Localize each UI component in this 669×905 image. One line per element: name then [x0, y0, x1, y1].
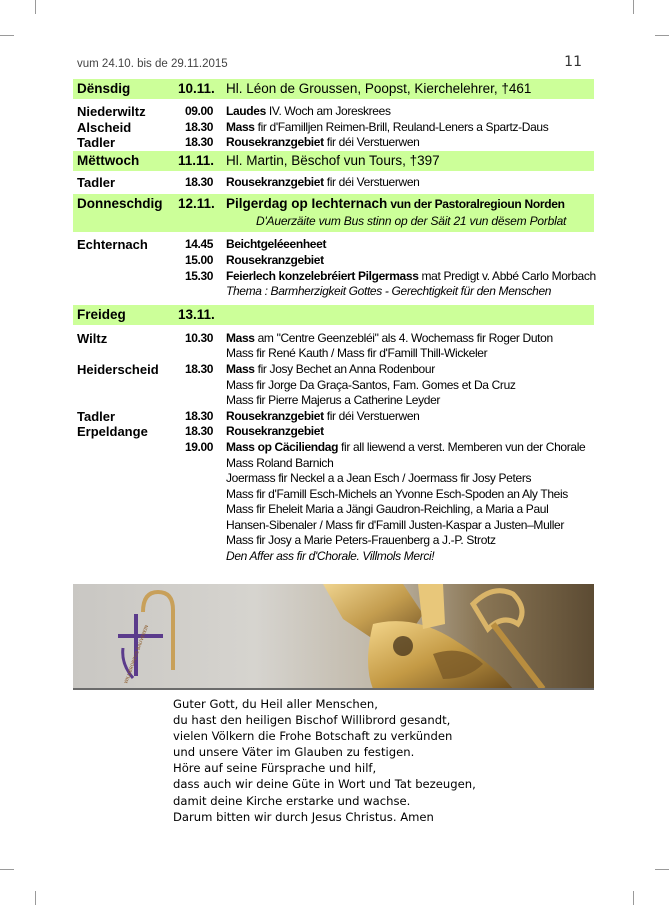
- entry-row: [73, 409, 594, 425]
- bus-note: D'Auerzäite vum Bus stinn op der Säit 21 vun dësem Porblat: [256, 214, 567, 229]
- entry-service: Laudes: [226, 104, 266, 118]
- entry-service: Rousekranzgebiet: [226, 424, 324, 439]
- entry-place: Alscheid: [77, 119, 132, 135]
- entry-place: Erpeldange: [77, 424, 148, 440]
- entry-text: IV. Woch am Joreskrees: [265, 104, 391, 118]
- entry-place: Niederwiltz: [77, 104, 146, 119]
- entry-time: 19.00: [185, 439, 214, 454]
- day-header: [73, 305, 594, 325]
- entry-text: Mass fir d'Famill Esch-Michels an Yvonne Esch-Spoden an Aly Theis: [226, 486, 568, 501]
- entry-row: [73, 393, 594, 409]
- entry-row: [73, 175, 594, 191]
- entry-row: [73, 362, 594, 378]
- day-entries: [73, 99, 594, 156]
- day-name: Freideg: [77, 306, 126, 322]
- entry-row: [73, 331, 594, 347]
- prayer-line: Darum bitten wir durch Jesus Christus. Amen: [173, 809, 434, 824]
- divider: [73, 688, 594, 690]
- schedule: [73, 79, 594, 570]
- prayer-line: Höre auf seine Fürsprache und hilf,: [173, 761, 377, 776]
- willibrord-photo: [73, 584, 594, 689]
- entry-service: Rousekranzgebiet: [226, 408, 324, 423]
- entry-text: Joermass fir Neckel a a Jean Esch / Joermass fir Josy Peters: [226, 471, 532, 486]
- entry-time: 18.30: [185, 424, 214, 439]
- day-description-region: vun der Pastoralregioun Norden: [387, 197, 565, 212]
- prayer-line: dass auch wir deine Güte in Wort und Tat bezeugen,: [173, 777, 476, 792]
- entry-theme: Thema : Barmherzigkeit Gottes - Gerechtigkeit für den Menschen: [226, 284, 552, 299]
- entry-time: 10.30: [185, 330, 214, 345]
- day-date: 13.11.: [178, 306, 215, 322]
- entry-place: Tadler: [77, 135, 116, 151]
- entry-service: Mass: [226, 330, 255, 345]
- entry-place: Tadler: [77, 174, 116, 190]
- crop-mark: [0, 35, 14, 36]
- statue-image: [73, 584, 594, 689]
- day-date: 10.11.: [178, 81, 215, 96]
- entry-time: 14.45: [185, 237, 214, 252]
- entry-row: [73, 533, 594, 549]
- entry-time: 18.30: [185, 135, 214, 150]
- entry-text: Hansen-Sibenaler / Mass fir d'Famill Justen-Kaspar a Justen–Muller: [226, 517, 565, 532]
- entry-service: Rousekranzgebiet: [226, 135, 324, 150]
- entry-text: fir déi Verstuerwen: [323, 408, 420, 423]
- day-name: Dënsdig: [77, 81, 131, 96]
- entry-text: Mass fir Pierre Majerus a Catherine Leyder: [226, 393, 441, 408]
- entry-service: Rousekranzgebiet: [226, 252, 324, 267]
- crop-mark: [655, 869, 669, 870]
- svg-text:WILLIBRORDUS BAUVEREIN: WILLIBRORDUS BAUVEREIN: [124, 624, 151, 685]
- entry-place: Wiltz: [77, 330, 108, 346]
- entry-row: [73, 378, 594, 394]
- entry-text: fir Josy Bechet an Anna Rodenbour: [254, 361, 435, 376]
- entry-text: Mass fir Josy a Marie Peters-Frauenberg a J.-P. Strotz: [226, 533, 496, 548]
- entry-row: [73, 502, 594, 518]
- entry-time: 09.00: [185, 104, 214, 118]
- entry-text: fir déi Verstuerwen: [323, 135, 420, 150]
- entry-time: 15.30: [185, 268, 214, 283]
- prayer-line: damit deine Kirche erstarke und wachse.: [173, 793, 411, 808]
- entry-time: 18.30: [185, 408, 214, 423]
- entry-place: Echternach: [77, 237, 148, 253]
- entry-place: Heiderscheid: [77, 361, 159, 377]
- crop-mark: [655, 35, 669, 36]
- day-date: 12.11.: [178, 196, 215, 212]
- entry-service: Mass: [226, 119, 255, 134]
- page-number: 11: [564, 54, 582, 70]
- entry-text: Mass fir René Kauth / Mass fir d'Famill Thill-Wickeler: [226, 346, 488, 361]
- prayer-line: und unsere Väter im Glauben zu festigen.: [173, 745, 415, 760]
- day-header: [73, 79, 594, 99]
- entry-row: [73, 456, 594, 472]
- entry-text: fir all liewend a verst. Memberen vun der Chorale: [338, 439, 586, 454]
- entry-time: 18.30: [185, 119, 214, 134]
- prayer-line: du hast den heiligen Bischof Willibrord gesandt,: [173, 713, 451, 728]
- entry-row: [73, 120, 594, 136]
- entry-text: mat Predigt v. Abbé Carlo Morbach: [418, 268, 596, 283]
- entry-thanks: Den Affer ass fir d'Chorale. Villmols Merci!: [226, 549, 435, 564]
- entry-row: [73, 440, 594, 456]
- entry-row: [73, 487, 594, 503]
- entry-service: Feierlech konzelebréiert Pilgermass: [226, 268, 419, 283]
- day-name: Mëttwoch: [77, 152, 140, 168]
- day-entries: [73, 232, 594, 304]
- crop-mark: [0, 869, 14, 870]
- crop-mark: [35, 891, 36, 905]
- prayer-line: vielen Völkern die Frohe Botschaft zu verkünden: [173, 729, 453, 744]
- prayer-text: [173, 697, 476, 826]
- day-entries: [73, 325, 594, 570]
- entry-service: Beichtgeléeenheet: [226, 237, 327, 252]
- entry-row: [73, 549, 594, 565]
- entry-text: am "Centre Geenzebléi" als 4. Wochemass fir Roger Duton: [254, 330, 553, 345]
- crop-mark: [633, 891, 634, 905]
- entry-row: [73, 424, 594, 440]
- entry-text: fir d'Familljen Reimen-Brill, Reuland-Leners a Spartz-Daus: [254, 119, 549, 134]
- entry-place: Tadler: [77, 408, 116, 424]
- crop-mark: [633, 0, 634, 14]
- entry-time: 18.30: [185, 361, 214, 376]
- entry-service: Rousekranzgebiet: [226, 174, 324, 189]
- entry-text: Mass Roland Barnich: [226, 455, 334, 470]
- crop-mark: [35, 0, 36, 14]
- page-header: [77, 54, 582, 74]
- day-description: Hl. Léon de Groussen, Poopst, Kierchelehrer, †461: [226, 81, 532, 96]
- entry-service: Mass op Cäciliendag: [226, 439, 339, 454]
- day-description: Pilgerdag op Iechternach: [226, 196, 388, 212]
- entry-time: 18.30: [185, 174, 214, 189]
- entry-row: [73, 471, 594, 487]
- day-header: [73, 151, 594, 171]
- entry-row: [73, 518, 594, 534]
- entry-service: Mass: [226, 361, 255, 376]
- entry-row: [73, 284, 594, 300]
- day-entries: [73, 171, 594, 195]
- day-date: 11.11.: [178, 152, 215, 168]
- entry-row: [73, 237, 594, 253]
- prayer-line: Guter Gott, du Heil aller Menschen,: [173, 697, 378, 711]
- entry-text: fir déi Verstuerwen: [323, 174, 420, 189]
- day-description: Hl. Martin, Bëschof vun Tours, †397: [226, 152, 440, 168]
- entry-row: [73, 135, 594, 151]
- entry-row: [73, 253, 594, 269]
- day-name: Donneschdig: [77, 196, 163, 212]
- logo-icon: [118, 592, 173, 685]
- entry-row: [73, 269, 594, 285]
- entry-row: [73, 346, 594, 362]
- day-header: [73, 194, 594, 232]
- entry-text: Mass fir Eheleit Maria a Jängi Gaudron-Reichling, a Maria a Paul: [226, 502, 549, 517]
- entry-time: 15.00: [185, 252, 214, 267]
- date-range: vum 24.10. bis de 29.11.2015: [77, 58, 228, 70]
- entry-text: Mass fir Jorge Da Graça-Santos, Fam. Gomes et Da Cruz: [226, 377, 516, 392]
- entry-row: [73, 104, 594, 120]
